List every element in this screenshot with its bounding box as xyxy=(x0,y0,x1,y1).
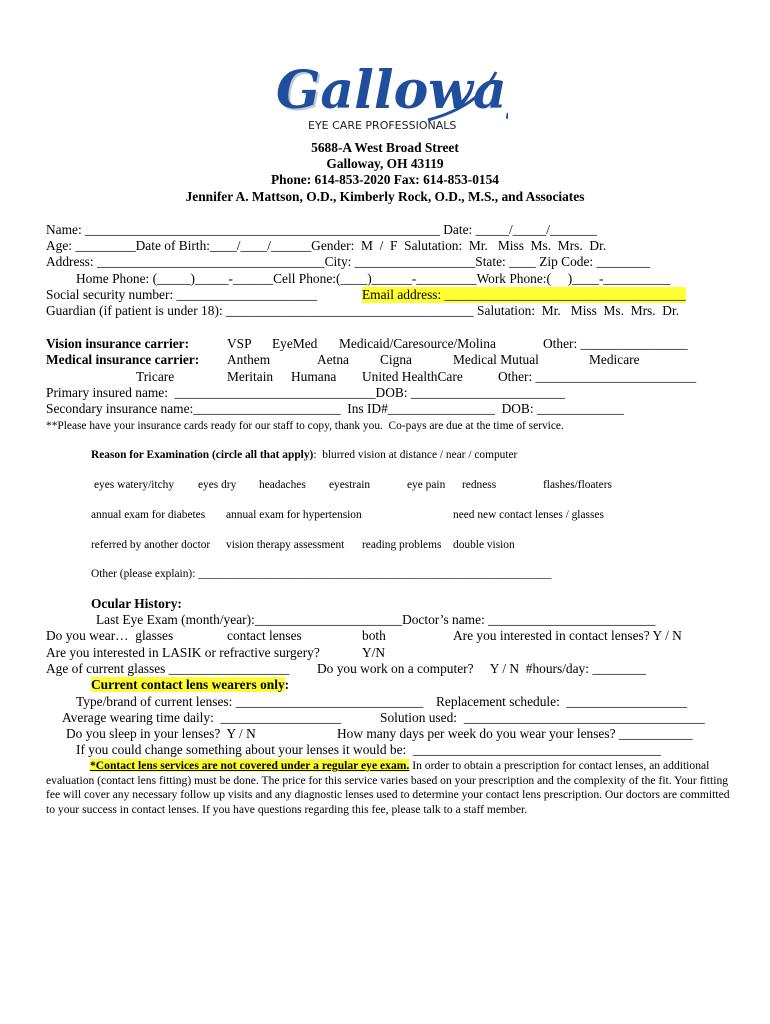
days-per-week-field[interactable]: How many days per week do you wear your lenses? ___________ xyxy=(337,726,693,741)
insurance-note: **Please have your insurance cards ready for our staff to copy, thank you. Co-pays are due at the time of service. xyxy=(46,420,564,432)
lasik-question: Are you interested in LASIK or refractive surgery? xyxy=(46,645,320,660)
medical-option-meritain[interactable]: Meritain xyxy=(227,369,274,384)
primary-insured-field[interactable]: Primary insured name: ______________________________DOB: _______________________ xyxy=(46,385,565,400)
medical-option-anthem[interactable]: Anthem xyxy=(227,352,271,367)
contacts-title-colon: : xyxy=(284,677,290,692)
change-lenses-field[interactable]: If you could change something about your lenses it would be: _____________________________________ xyxy=(76,742,661,757)
address-field[interactable]: Address: __________________________________City: __________________State: ____ Zip Code: ________ xyxy=(46,254,651,269)
vision-option-eyemed[interactable]: EyeMed xyxy=(272,336,318,351)
reason-annual-diabetes[interactable]: annual exam for diabetes xyxy=(91,509,206,521)
notice-bold: *Contact lens services are not covered under a regular eye exam. xyxy=(90,759,410,772)
logo-tagline: EYE CARE PROFESSIONALS xyxy=(308,119,457,132)
reason-headaches[interactable]: headaches xyxy=(259,479,306,491)
logo-graphic xyxy=(268,52,508,142)
galloway-logo xyxy=(268,52,508,142)
lasik-answer[interactable]: Y/N xyxy=(362,645,386,660)
svg-text:G: G xyxy=(278,62,323,123)
reason-eye-pain[interactable]: eye pain xyxy=(407,479,446,491)
vision-option-medicaid[interactable]: Medicaid/Caresource/Molina xyxy=(339,336,496,351)
reason-eyes-watery[interactable]: eyes watery/itchy xyxy=(94,479,175,491)
reason-redness[interactable]: redness xyxy=(462,479,497,491)
reason-reading-problems[interactable]: reading problems xyxy=(362,539,442,551)
notice-text: In order to obtain a prescription for contact lenses, an additional evaluation (contact lens fitting) must be done. The price for this service varies based on your prescription and the complexity of the fit. Your fitting fee will cover any necessary follow up visits and any diagnostic lenses used to determine your contact lens prescription. Our doctors are committed to your success in contact lenses. If you have questions regarding this fee, please talk to a staff member. xyxy=(46,759,730,816)
medical-option-tricare[interactable]: Tricare xyxy=(136,369,175,384)
age-glasses-field[interactable]: Age of current glasses __________________ xyxy=(46,661,290,676)
contacts-title xyxy=(91,677,289,693)
medical-option-humana[interactable]: Humana xyxy=(291,369,337,384)
vision-option-vsp[interactable]: VSP xyxy=(227,336,252,351)
reason-referred[interactable]: referred by another doctor xyxy=(91,539,211,551)
medical-option-medicare[interactable]: Medicare xyxy=(589,352,640,367)
contacts-title-text: Current contact lens wearers only xyxy=(91,677,285,692)
name-field[interactable]: Name: _____________________________________________________ Date: _____/_____/_______ xyxy=(46,222,597,237)
email-field[interactable]: Email address: ____________________________________ xyxy=(362,287,686,302)
solution-field[interactable]: Solution used: ____________________________________ xyxy=(380,710,705,725)
guardian-field[interactable]: Guardian (if patient is under 18): _____________________________________ Salutation: Mr. Miss Ms. Mrs. Dr. xyxy=(46,303,680,318)
lens-brand-field[interactable]: Type/brand of current lenses: ____________________________ xyxy=(76,694,424,709)
doctors-line: Jennifer A. Mattson, O.D., Kimberly Rock, O.D., M.S., and Associates xyxy=(185,189,585,204)
contact-phone: Phone: 614-853-2020 Fax: 614-853-0154 xyxy=(271,172,499,187)
reason-annual-hypertension[interactable]: annual exam for hypertension xyxy=(226,509,362,521)
medical-option-aetna[interactable]: Aetna xyxy=(317,352,349,367)
interest-contacts-field[interactable]: Are you interested in contact lenses? Y / N xyxy=(453,628,682,643)
reason-blurred-vision[interactable]: : blurred vision at distance / near / computer xyxy=(313,449,518,461)
medical-option-other[interactable]: Other: ________________________ xyxy=(498,369,697,384)
logo-wordmark: Gallowa xyxy=(276,60,507,121)
ssn-field[interactable]: Social security number: _____________________ xyxy=(46,287,318,302)
reason-new-contacts-glasses[interactable]: need new contact lenses / glasses xyxy=(453,509,604,521)
wear-both-option[interactable]: both xyxy=(362,628,386,643)
wear-glasses-option[interactable]: Do you wear… glasses xyxy=(46,628,174,643)
reason-eyes-dry[interactable]: eyes dry xyxy=(198,479,237,491)
replacement-schedule-field[interactable]: Replacement schedule: __________________ xyxy=(436,694,688,709)
address-city: Galloway, OH 43119 xyxy=(326,156,444,171)
reason-other-field[interactable]: Other (please explain): ______________________________________________________________ xyxy=(91,568,552,580)
medical-insurance-label: Medical insurance carrier: xyxy=(46,352,200,367)
vision-option-other[interactable]: Other: ________________ xyxy=(543,336,688,351)
secondary-insurance-field[interactable]: Secondary insurance name:______________________ Ins ID#________________ DOB: _____________ xyxy=(46,401,624,416)
computer-use-field[interactable]: Do you work on a computer? Y / N #hours/day: ________ xyxy=(317,661,646,676)
contact-lens-notice xyxy=(46,759,736,817)
phones-field[interactable]: Home Phone: (_____)_____-______Cell Phone:(____)______-_________Work Phone:( )____-__________ xyxy=(76,271,671,286)
ocular-history-title: Ocular History: xyxy=(91,596,182,611)
last-exam-field[interactable]: Last Eye Exam (month/year):______________________Doctor’s name: _________________________ xyxy=(96,612,656,627)
reason-label: Reason for Examination (circle all that apply) xyxy=(91,449,314,461)
reason-double-vision[interactable]: double vision xyxy=(453,539,515,551)
wear-contacts-option[interactable]: contact lenses xyxy=(227,628,302,643)
reason-line xyxy=(91,447,517,463)
sleep-in-lenses-field[interactable]: Do you sleep in your lenses? Y / N xyxy=(66,726,256,741)
medical-option-united[interactable]: United HealthCare xyxy=(362,369,463,384)
age-dob-gender-field[interactable]: Age: _________Date of Birth:____/____/______Gender: M / F Salutation: Mr. Miss Ms. Mrs. Dr. xyxy=(46,238,607,253)
medical-option-medical-mutual[interactable]: Medical Mutual xyxy=(453,352,539,367)
reason-eyestrain[interactable]: eyestrain xyxy=(329,479,371,491)
wearing-time-field[interactable]: Average wearing time daily: __________________ xyxy=(62,710,342,725)
vision-insurance-label: Vision insurance carrier: xyxy=(46,336,190,351)
reason-vision-therapy[interactable]: vision therapy assessment xyxy=(226,539,345,551)
medical-option-cigna[interactable]: Cigna xyxy=(380,352,412,367)
address-street: 5688-A West Broad Street xyxy=(311,140,459,155)
reason-flashes-floaters[interactable]: flashes/floaters xyxy=(543,479,612,491)
